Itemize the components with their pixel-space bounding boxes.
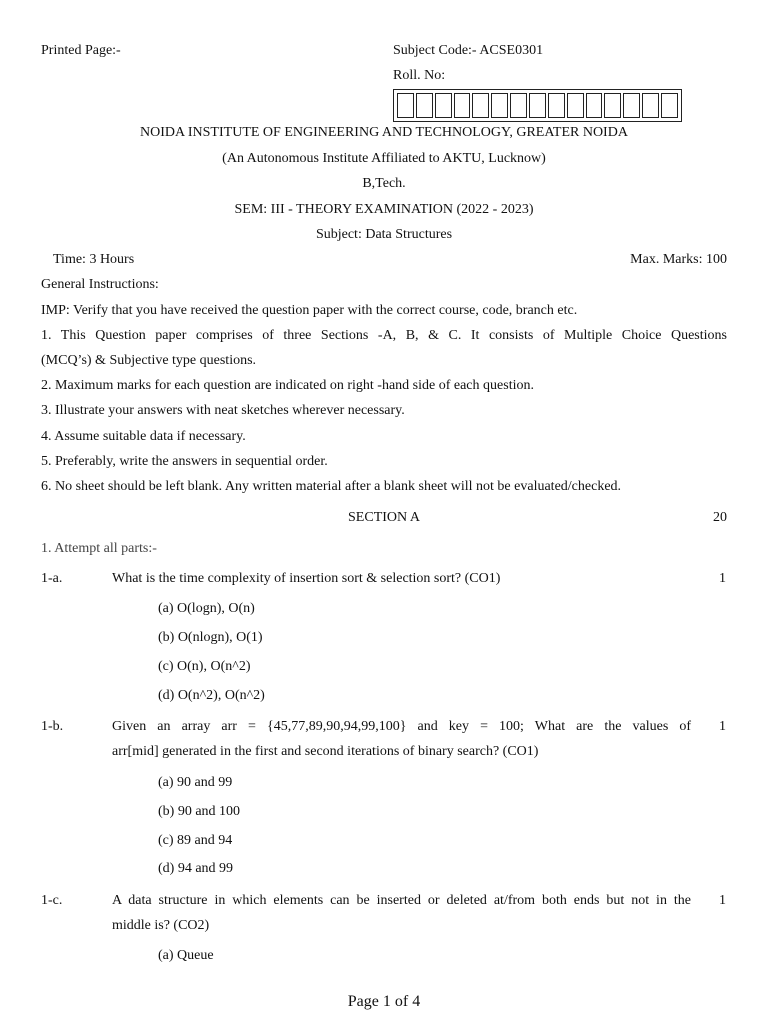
option: (b) O(nlogn), O(1) [158, 630, 263, 645]
subject-title: Subject: Data Structures [315, 227, 453, 242]
institute-affiliation: (An Autonomous Institute Affiliated to AKTU, Lucknow) [222, 151, 546, 166]
program-name: B,Tech. [362, 176, 406, 191]
instruction-1-line2: (MCQ’s) & Subjective type questions. [41, 353, 257, 368]
roll-number-cell[interactable] [548, 93, 565, 118]
instruction-1-line1: 1. This Question paper comprises of three Sections -A, B, & C. It consists of Multiple Choice Questions [41, 328, 727, 343]
printed-page-label: Printed Page:- [41, 43, 121, 58]
question-text: What is the time complexity of insertion sort & selection sort? (CO1) [112, 571, 501, 586]
question-marks: 1 [719, 893, 726, 908]
max-marks: Max. Marks: 100 [630, 252, 727, 267]
question-id: 1-a. [41, 571, 63, 586]
roll-number-cell[interactable] [510, 93, 527, 118]
exam-time: Time: 3 Hours [53, 252, 135, 267]
option: (a) Queue [158, 948, 214, 963]
roll-number-cell[interactable] [529, 93, 546, 118]
instruction-4: 4. Assume suitable data if necessary. [41, 429, 246, 444]
instruction-3: 3. Illustrate your answers with neat sketches wherever necessary. [41, 403, 405, 418]
instructions-title: General Instructions: [41, 277, 159, 292]
question-text-line2: middle is? (CO2) [112, 918, 210, 933]
institute-name: NOIDA INSTITUTE OF ENGINEERING AND TECHNOLOGY, GREATER NOIDA [140, 125, 628, 140]
option: (a) O(logn), O(n) [158, 601, 255, 616]
section-marks: 20 [713, 510, 727, 525]
roll-number-cell[interactable] [642, 93, 659, 118]
roll-number-cell[interactable] [586, 93, 603, 118]
question-text: Given an array arr = {45,77,89,90,94,99,100} and key = 100; What are the values of [112, 719, 691, 734]
page-number: Page 1 of 4 [347, 993, 421, 1010]
roll-number-cell[interactable] [416, 93, 433, 118]
option: (c) O(n), O(n^2) [158, 659, 251, 674]
instruction-5: 5. Preferably, write the answers in sequential order. [41, 454, 328, 469]
attempt-instruction: 1. Attempt all parts:- [41, 541, 157, 556]
roll-number-boxes[interactable] [393, 89, 682, 122]
question-marks: 1 [719, 719, 726, 734]
roll-number-cell[interactable] [661, 93, 678, 118]
roll-number-cell[interactable] [435, 93, 452, 118]
option: (a) 90 and 99 [158, 775, 233, 790]
exam-title: SEM: III - THEORY EXAMINATION (2022 - 2023) [234, 202, 534, 217]
section-title: SECTION A [348, 510, 420, 525]
roll-number-cell[interactable] [623, 93, 640, 118]
roll-number-cell[interactable] [397, 93, 414, 118]
roll-number-cell[interactable] [604, 93, 621, 118]
question-id: 1-c. [41, 893, 63, 908]
question-id: 1-b. [41, 719, 64, 734]
subject-code: Subject Code:- ACSE0301 [393, 43, 544, 58]
question-text: A data structure in which elements can be inserted or deleted at/from both ends but not in the [112, 893, 691, 908]
instruction-imp: IMP: Verify that you have received the question paper with the correct course, code, branch etc. [41, 303, 578, 318]
roll-number-cell[interactable] [491, 93, 508, 118]
instruction-6: 6. No sheet should be left blank. Any written material after a blank sheet will not be evaluated/checked. [41, 479, 622, 494]
option: (b) 90 and 100 [158, 804, 241, 819]
question-text-line2: arr[mid] generated in the first and second iterations of binary search? (CO1) [112, 744, 539, 759]
roll-number-cell[interactable] [454, 93, 471, 118]
roll-no-label: Roll. No: [393, 68, 446, 83]
instruction-2: 2. Maximum marks for each question are indicated on right -hand side of each question. [41, 378, 534, 393]
option: (c) 89 and 94 [158, 833, 233, 848]
option: (d) O(n^2), O(n^2) [158, 688, 265, 703]
option: (d) 94 and 99 [158, 861, 234, 876]
question-marks: 1 [719, 571, 726, 586]
roll-number-cell[interactable] [567, 93, 584, 118]
roll-number-cell[interactable] [472, 93, 489, 118]
